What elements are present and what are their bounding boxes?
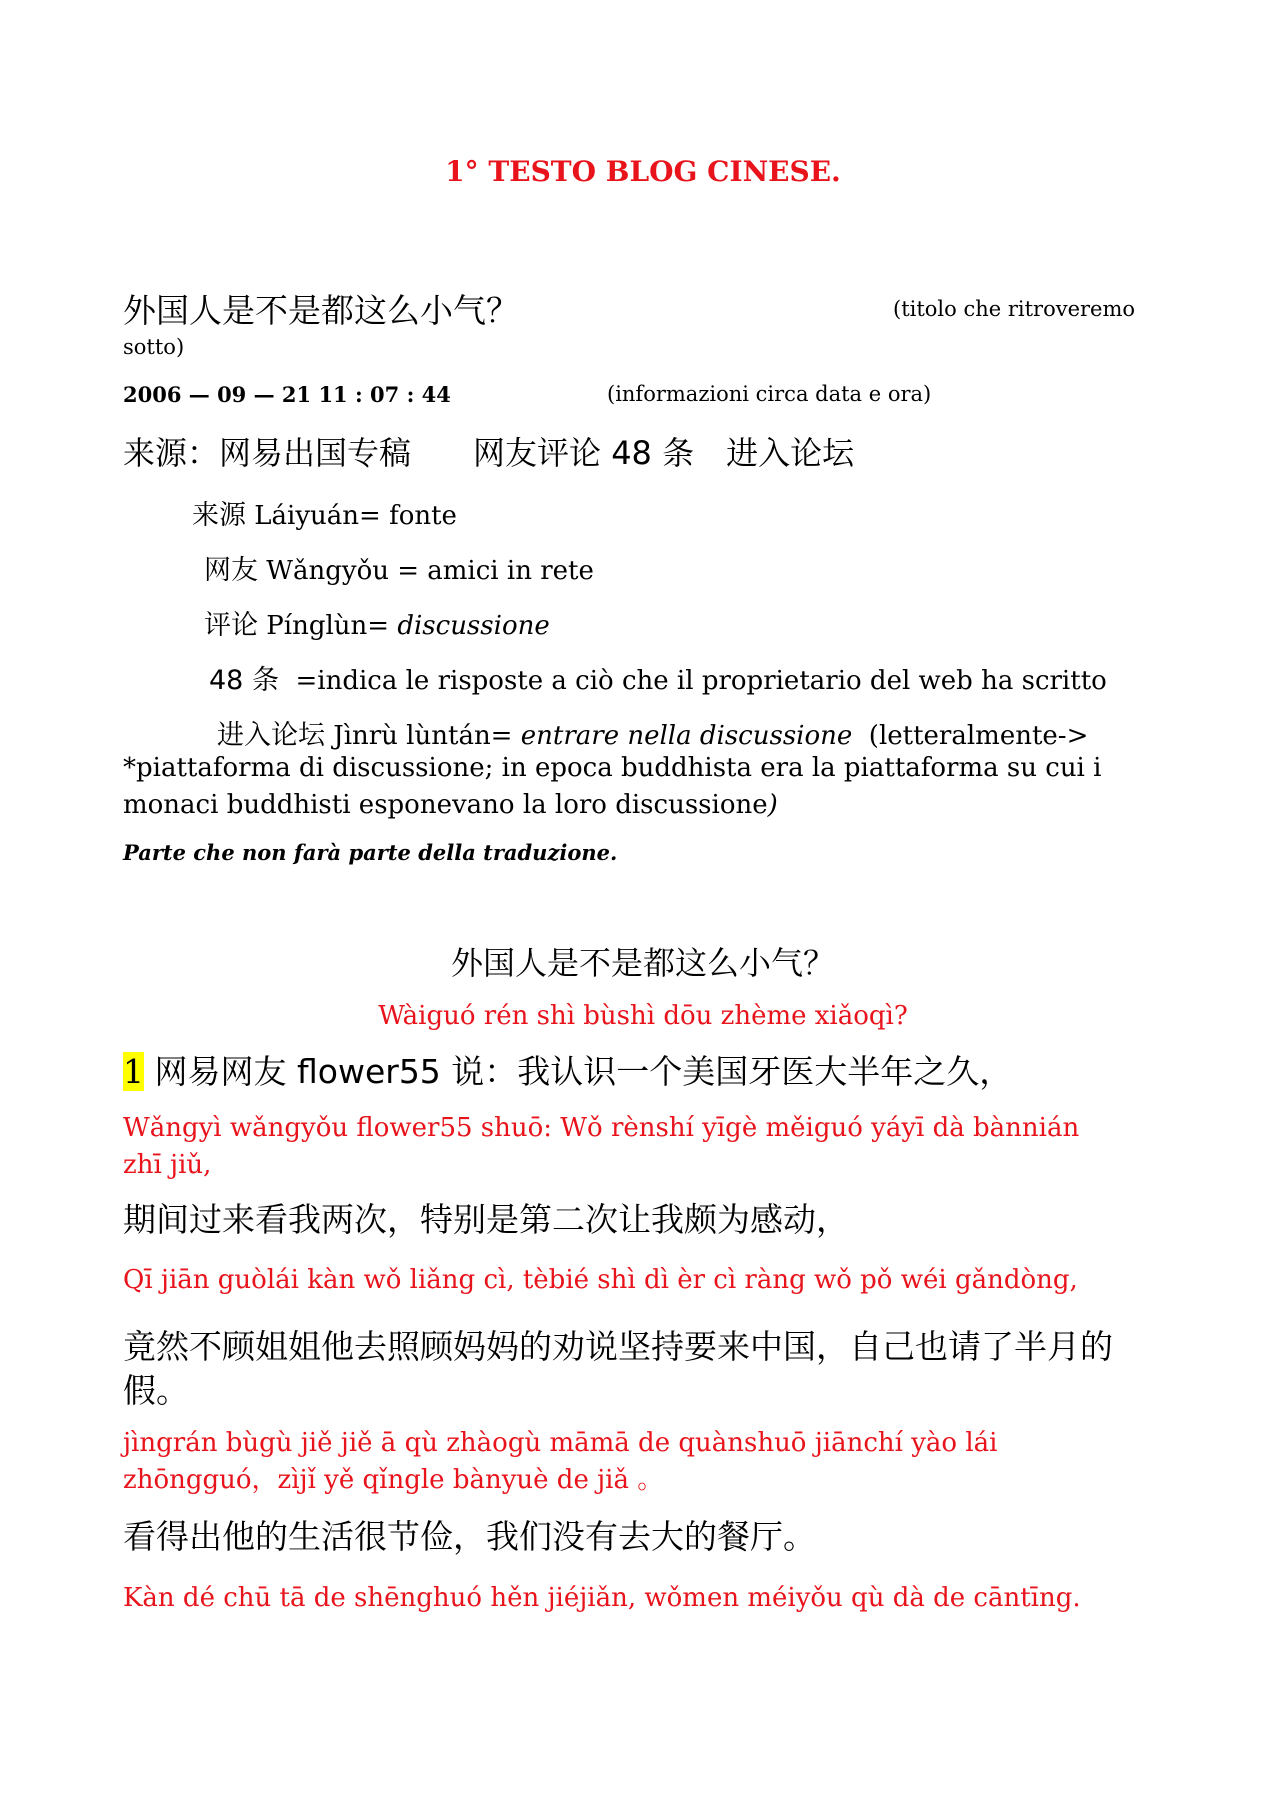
article-date: 2006 — 09 — 21 11 : 07 : 44 bbox=[123, 382, 451, 407]
title-note-continued: sotto) bbox=[123, 335, 185, 359]
glossary-term: 来源 bbox=[192, 500, 246, 531]
glossary-continuation-text: *piattaforma di discussione; in epoca buddhista era la piattaforma su cui i monaci buddhisti esponevano la loro discussione bbox=[123, 753, 1102, 820]
chinese-line: 看得出他的生活很节俭，我们没有去大的餐厅。 bbox=[123, 1517, 816, 1556]
source-line bbox=[123, 428, 854, 474]
note-text: Parte che non farà parte della traduzione. bbox=[123, 840, 618, 865]
section-title: 外国人是不是都这么小气？ bbox=[450, 944, 835, 982]
glossary-gloss: Wǎngyǒu = amici in rete bbox=[258, 556, 594, 586]
paragraph-number-highlight: 1 bbox=[123, 1052, 144, 1091]
glossary-term: 评论 bbox=[204, 610, 258, 641]
glossary-item bbox=[217, 713, 1088, 752]
comments-count: 网友评论 48 条 bbox=[473, 434, 695, 472]
source-text: 来源：网易出国专稿 bbox=[123, 434, 412, 472]
glossary-gloss: =indica le risposte a ciò che il proprietario del web ha scritto bbox=[278, 666, 1107, 696]
glossary-gloss: Láiyuán= fonte bbox=[246, 501, 457, 531]
glossary-gloss-after: (letteralmente-> bbox=[852, 721, 1089, 751]
title-note: (titolo che ritroveremo bbox=[893, 297, 1136, 321]
chinese-line: 竟然不顾姐姐他去照顾妈妈的劝说坚持要来中国，自己也请了半月的 假。 bbox=[123, 1327, 1113, 1410]
chinese-text: 网易网友 flower55 说：我认识一个美国牙医大半年之久， bbox=[144, 1052, 1013, 1091]
pinyin-line: Qī jiān guòlái kàn wǒ liǎng cì, tèbié shì dì èr cì ràng wǒ pǒ wéi gǎndòng, bbox=[123, 1265, 1078, 1295]
glossary-gloss: Jìnrù lùntán= bbox=[325, 721, 521, 751]
pinyin-line: Kàn dé chū tā de shēnghuó hěn jiéjiǎn, wǒmen méiyǒu qù dà de cāntīng. bbox=[123, 1583, 1081, 1613]
pinyin-line: Wǎngyì wǎngyǒu flower55 shuō: Wǒ rènshí yīgè měiguó yáyī dà bànnián zhī jiǔ, bbox=[123, 1113, 1080, 1180]
glossary-item bbox=[204, 548, 594, 587]
chinese-line bbox=[123, 1050, 1163, 1094]
glossary-term: 进入论坛 bbox=[217, 720, 325, 751]
date-note: (informazioni circa data e ora) bbox=[607, 382, 932, 406]
glossary-continuation-close: ) bbox=[767, 790, 778, 820]
glossary-term: 48 条 bbox=[209, 665, 279, 696]
glossary-gloss: Pínglùn= bbox=[258, 611, 398, 641]
glossary-item bbox=[209, 658, 1107, 697]
glossary-gloss-italic: entrare nella discussione bbox=[520, 721, 853, 751]
doc-title: 1° TESTO BLOG CINESE. bbox=[445, 155, 841, 188]
chinese-line: 期间过来看我两次，特别是第二次让我颇为感动， bbox=[123, 1200, 849, 1239]
glossary-gloss-italic: discussione bbox=[397, 611, 550, 641]
section-pinyin: Wàiguó rén shì bùshì dōu zhème xiǎoqì? bbox=[378, 1001, 908, 1031]
glossary-item bbox=[204, 603, 550, 642]
pinyin-line: jìngrán bùgù jiě jiě ā qù zhàogù māmā de quànshuō jiānchí yào lái zhōngguó，zìjǐ yě qǐngle bànyuè de jiǎ 。 bbox=[123, 1428, 998, 1495]
article-title: 外国人是不是都这么小气？ bbox=[123, 291, 519, 330]
forum-link: 进入论坛 bbox=[726, 434, 855, 472]
glossary-term: 网友 bbox=[204, 555, 258, 586]
glossary-continuation bbox=[123, 750, 1123, 824]
glossary-item bbox=[192, 493, 457, 532]
